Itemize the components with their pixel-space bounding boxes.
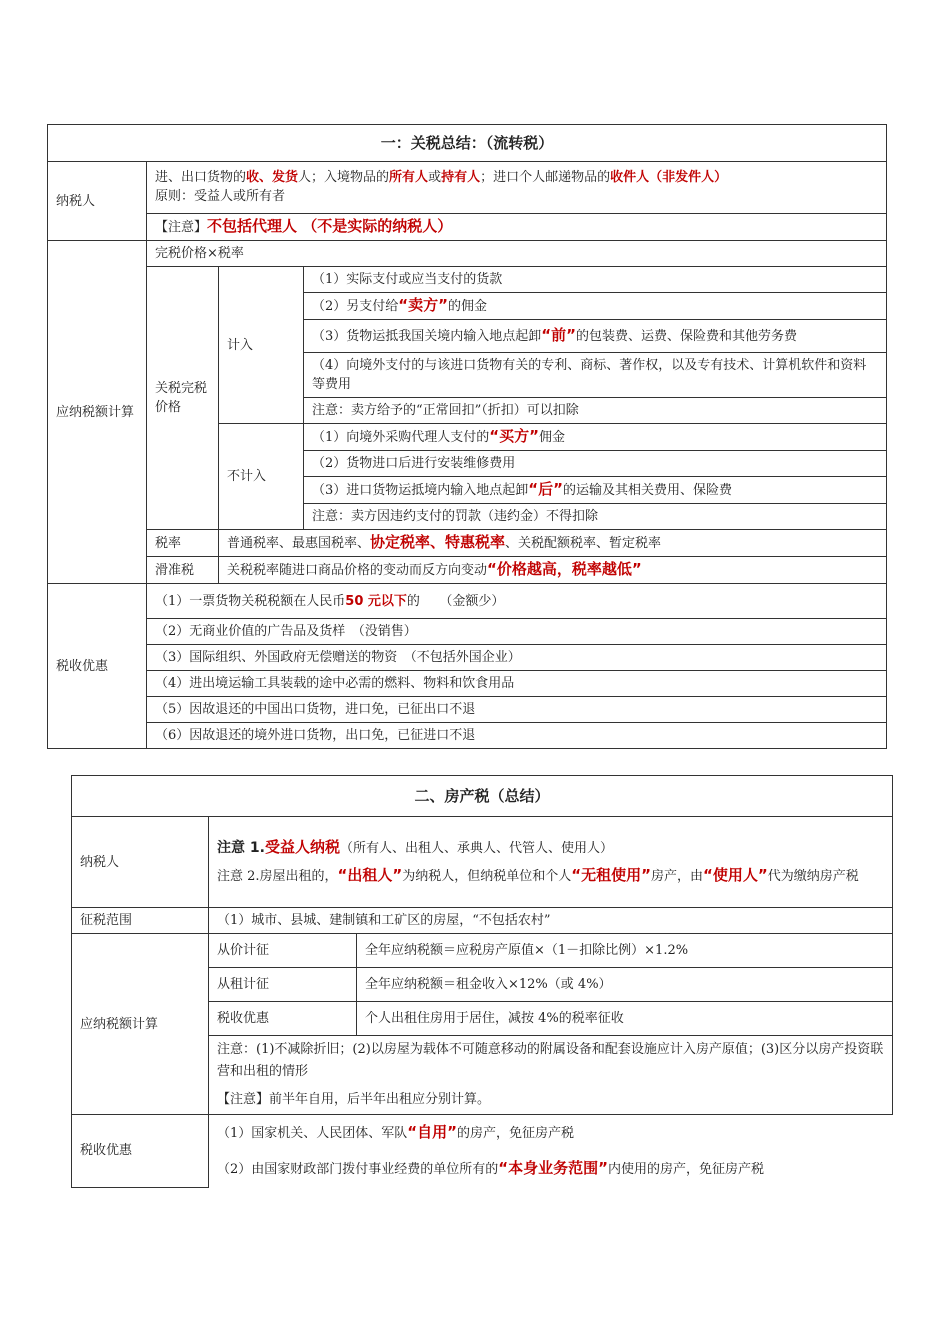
property-calc-key-3: 税收优惠: [209, 1002, 357, 1036]
customs-relief-6: （6）因故退还的境外进口货物，出口免，已征进口不退: [147, 723, 887, 749]
customs-relief-2: （2）无商业价值的广告品及货样 （没销售）: [147, 619, 887, 645]
include-item-4: （4）向境外支付的与该进口货物有关的专利、商标、著作权，以及专有技术、计算机软件和资料等费用: [304, 353, 887, 398]
customs-rate-label: 税率: [147, 530, 219, 557]
property-calc-val-2: 全年应纳税额＝租金收入×12%（或 4%）: [357, 968, 893, 1002]
exclude-item-3: （3）进口货物运抵境内输入地点起卸“后”的运输及其相关费用、保险费: [304, 477, 887, 504]
include-item-2: （2）另支付给“卖方”的佣金: [304, 293, 887, 320]
customs-calc-label: 应纳税额计算: [48, 241, 147, 584]
property-calc-key-1: 从价计征: [209, 934, 357, 968]
customs-relief-3: （3）国际组织、外国政府无偿赠送的物资 （不包括外国企业）: [147, 645, 887, 671]
customs-rate-text: 普通税率、最惠国税率、协定税率、特惠税率、关税配额税率、暂定税率: [219, 530, 887, 557]
customs-sliding-label: 滑准税: [147, 557, 219, 584]
property-calc-label: 应纳税额计算: [72, 934, 209, 1115]
include-note: 注意：卖方给予的“正常回扣”（折扣）可以扣除: [304, 398, 887, 424]
customs-calc-formula: 完税价格×税率: [147, 241, 887, 267]
customs-relief-label: 税收优惠: [48, 584, 147, 749]
property-relief-desc: （1）国家机关、人民团体、军队“自用”的房产，免征房产税 （2）由国家财政部门拨付事业经费的单位所有的“本身业务范围”内使用的房产，免征房产税: [209, 1115, 893, 1188]
property-calc-val-3: 个人出租住房用于居住，减按 4%的税率征收: [357, 1002, 893, 1036]
customs-taxpayer-desc: 进、出口货物的收、发货人；入境物品的所有人或持有人；进口个人邮递物品的收件人（非发件人） 原则：受益人或所有者: [147, 162, 887, 214]
property-taxpayer-label: 纳税人: [72, 817, 209, 908]
property-scope-label: 征税范围: [72, 908, 209, 934]
property-scope-text: （1）城市、县城、建制镇和工矿区的房屋，“不包括农村”: [209, 908, 893, 934]
property-title: 二、房产税（总结）: [72, 776, 893, 817]
customs-price-label: 关税完税价格: [147, 267, 219, 530]
exclude-item-1: （1）向境外采购代理人支付的“买方”佣金: [304, 424, 887, 451]
include-item-1: （1）实际支付或应当支付的货款: [304, 267, 887, 293]
include-item-3: （3）货物运抵我国关境内输入地点起卸“前”的包装费、运费、保险费和其他劳务费: [304, 320, 887, 353]
property-calc-val-1: 全年应纳税额＝应税房产原值×（1－扣除比例）×1.2%: [357, 934, 893, 968]
property-calc-key-2: 从租计征: [209, 968, 357, 1002]
customs-taxpayer-note: 【注意】不包括代理人 （不是实际的纳税人）: [147, 213, 887, 240]
customs-relief-5: （5）因故退还的中国出口货物，进口免，已征出口不退: [147, 697, 887, 723]
exclude-item-2: （2）货物进口后进行安装维修费用: [304, 451, 887, 477]
customs-exclude-label: 不计入: [219, 424, 304, 530]
property-relief-label: 税收优惠: [72, 1115, 209, 1188]
property-taxpayer-desc: 注意 1.受益人纳税（所有人、出租人、承典人、代管人、使用人） 注意 2.房屋出租的，“出租人”为纳税人，但纳税单位和个人“无租使用”房产，由“使用人”代为缴纳房产税: [209, 817, 893, 908]
customs-include-label: 计入: [219, 267, 304, 424]
customs-sliding-text: 关税税率随进口商品价格的变动而反方向变动“价格越高，税率越低”: [219, 557, 887, 584]
customs-relief-1: （1）一票货物关税税额在人民币50 元以下的 （金额少）: [147, 584, 887, 619]
customs-title: 一：关税总结：（流转税）: [48, 125, 887, 162]
property-calc-notes: 注意：(1)不减除折旧；(2)以房屋为载体不可随意移动的附属设备和配套设施应计入房产原值；(3)区分以房产投资联营和出租的情形 【注意】前半年自用，后半年出租应分别计算。: [209, 1036, 893, 1115]
property-tax-table: [71, 775, 893, 1188]
customs-taxpayer-label: 纳税人: [48, 162, 147, 241]
customs-relief-4: （4）进出境运输工具装载的途中必需的燃料、物料和饮食用品: [147, 671, 887, 697]
customs-summary-table: [47, 124, 887, 749]
exclude-note: 注意：卖方因违约支付的罚款（违约金）不得扣除: [304, 504, 887, 530]
